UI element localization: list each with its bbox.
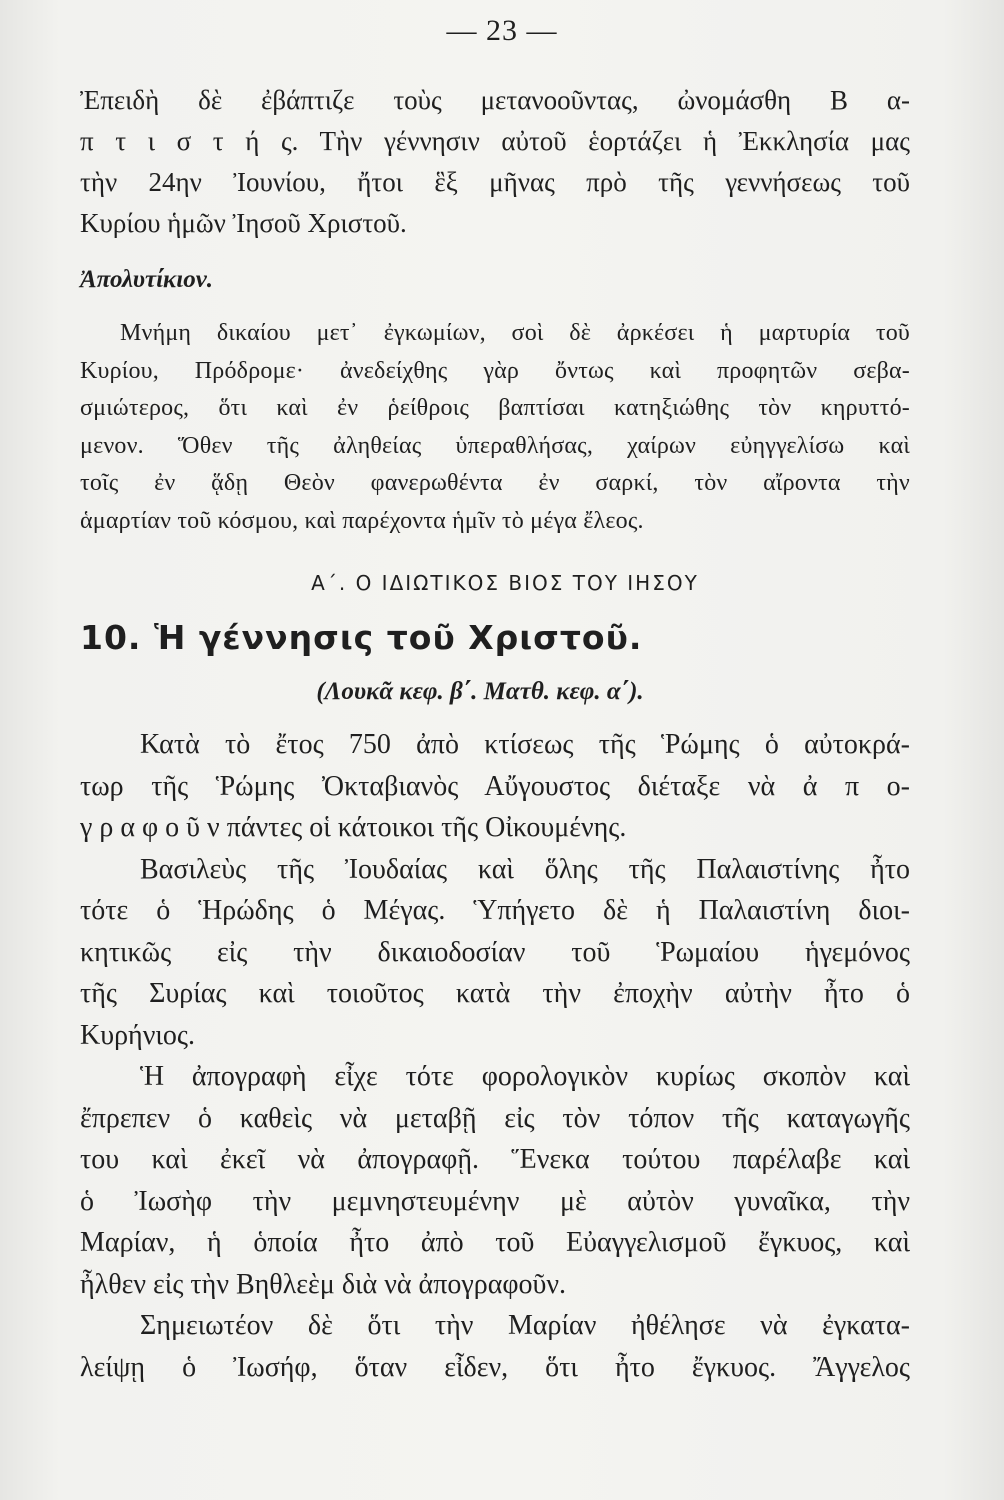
page-number: — 23 — (446, 14, 558, 47)
chapter-reference: (Λουκᾶ κεφ. β΄. Ματθ. κεφ. α΄). (316, 678, 644, 705)
text-line: κητικῶς εἰς τὴν δικαιοδοσίαν τοῦ Ῥωμαίου ἡγεμόνος (80, 936, 910, 968)
intro-paragraph (80, 80, 910, 244)
text-line: τωρ τῆς Ῥώμης Ὀκταβιανὸς Αὔγουστος διέταξε νὰ ἀ π ο- (80, 770, 910, 802)
text-line: τὴν 24ην Ἰουνίου, ἤτοι ἓξ μῆνας πρὸ τῆς γεννήσεως τοῦ (80, 167, 910, 197)
text-line: Κατὰ τὸ ἔτος 750 ἀπὸ κτίσεως τῆς Ῥώμης ὁ αὐτοκρά- (140, 729, 910, 760)
text-line: λείψῃ ὁ Ἰωσήφ, ὅταν εἶδεν, ὅτι ἦτο ἔγκυος. Ἄγγελος (80, 1351, 910, 1383)
text-line: τῆς Συρίας καὶ τοιοῦτος κατὰ τὴν ἐποχὴν αὐτὴν ἦτο ὁ (80, 978, 910, 1009)
text-line: Κυρίου, Πρόδρομε· ἀνεδείχθης γὰρ ὄντως καὶ προφητῶν σεβα- (80, 357, 910, 384)
text-line: ἁμαρτίαν τοῦ κόσμου, καὶ παρέχοντα ἡμῖν τὸ μέγα ἔλεος. (80, 507, 644, 534)
text-line: π τ ι σ τ ή ς. Τὴν γέννησιν αὐτοῦ ἑορτάζει ἡ Ἐκκλησία μας (80, 126, 910, 156)
text-line: Κυρήνιος. (80, 1019, 195, 1051)
text-line: Κυρίου ἡμῶν Ἰησοῦ Χριστοῦ. (80, 208, 407, 238)
text-line: Μαρίαν, ἡ ὁποία ἦτο ἀπὸ τοῦ Εὐαγγελισμοῦ ἔγκυος, καὶ (80, 1227, 910, 1258)
text-line: σμιώτερος, ὅτι καὶ ἐν ῥείθροις βαπτίσαι κατηξιώθης τὸν κηρυττό- (80, 395, 910, 421)
text-line: Σημειωτέον δὲ ὅτι τὴν Μαρίαν ἠθέλησε νὰ ἐγκατα- (140, 1310, 910, 1341)
text-line: Βασιλεὺς τῆς Ἰουδαίας καὶ ὅλης τῆς Παλαιστίνης ἦτο (140, 853, 910, 885)
text-line: τότε ὁ Ἡρώδης ὁ Μέγας. Ὑπήγετο δὲ ἡ Παλαιστίνη διοι- (80, 895, 910, 926)
text-line: του καὶ ἐκεῖ νὰ ἀπογραφῇ. Ἕνεκα τούτου παρέλαβε καὶ (80, 1144, 910, 1175)
page-content (80, 80, 910, 1388)
text-line: Ἐπειδὴ δὲ ἐβάπτιζε τοὺς μετανοοῦντας, ὠνομάσθη Β α- (80, 85, 910, 115)
apolytikion-hymn (80, 315, 910, 540)
text-line: ὁ Ἰωσὴφ τὴν μεμνηστευμένην μὲ αὐτὸν γυναῖκα, τὴν (80, 1185, 910, 1217)
text-line: ἔπρεπεν ὁ καθεὶς νὰ μεταβῇ εἰς τὸν τόπον τῆς καταγωγῆς (80, 1102, 910, 1134)
text-line: τοῖς ἐν ᾅδῃ Θεὸν φανερωθέντα ἐν σαρκί, τὸν αἴροντα τὴν (80, 470, 910, 496)
apolytikion-heading: Ἀπολυτίκιον. (80, 266, 214, 293)
text-line: Ἡ ἀπογραφὴ εἶχε τότε φορολογικὸν κυρίως σκοπὸν καὶ (140, 1061, 910, 1092)
text-line: μενον. Ὅθεν τῆς ἀληθείας ὑπεραθλήσας, χαίρων εὐηγγελίσω καὶ (80, 432, 910, 459)
body-text (80, 724, 910, 1388)
chapter-title: 10. Ἡ γέννησις τοῦ Χριστοῦ. (80, 618, 643, 657)
text-line: ἦλθεν εἰς τὴν Βηθλεὲμ διὰ νὰ ἀπογραφοῦν. (80, 1268, 567, 1300)
text-line: Μνήμη δικαίου μετ᾽ ἐγκωμίων, σοὶ δὲ ἀρκέσει ἡ μαρτυρία τοῦ (120, 320, 910, 346)
text-line: γ ρ α φ ο ῦ ν πάντες οἱ κάτοικοι τῆς Οἰκουμένης. (80, 812, 627, 843)
part-heading: Α΄. Ο ΙΔΙΩΤΙΚΟΣ ΒΙΟΣ ΤΟΥ ΙΗΣΟΥ (311, 571, 699, 595)
